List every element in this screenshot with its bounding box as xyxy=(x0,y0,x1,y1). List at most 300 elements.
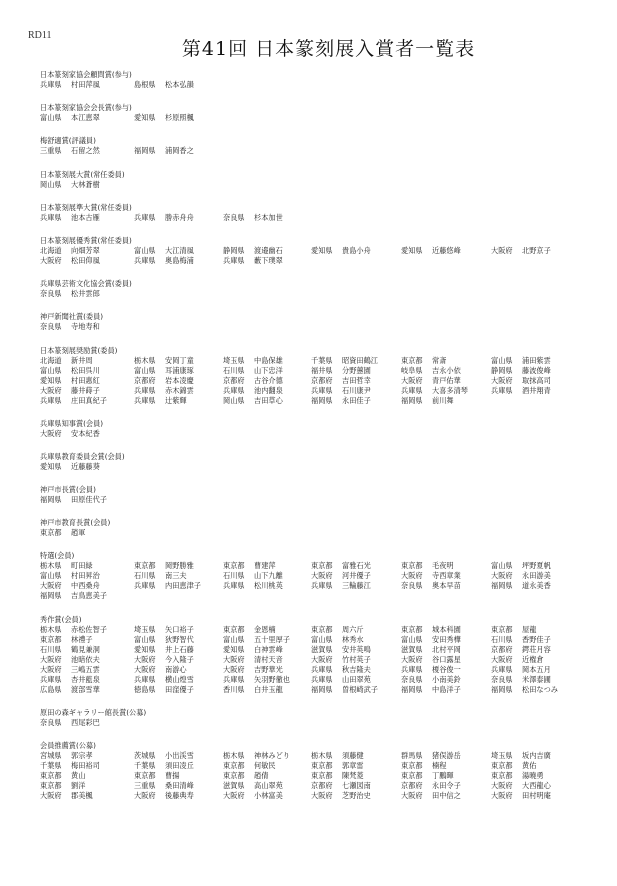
winner-name: 横山煌雪 xyxy=(165,674,194,684)
winner-name: 村田惠紅 xyxy=(71,375,100,385)
winner-entry xyxy=(401,655,461,665)
award-heading: 日本篆刻展奨励賞(委員) xyxy=(40,345,118,355)
prefecture: 栃木県 xyxy=(134,355,156,365)
prefecture: 京都府 xyxy=(401,781,423,790)
winner-entry xyxy=(311,571,371,581)
winner-name: 猪俣游岳 xyxy=(432,751,461,760)
winner-entry xyxy=(223,685,283,695)
prefecture: 兵庫県 xyxy=(134,581,156,591)
prefecture: 石川県 xyxy=(491,634,513,644)
winner-name: 須田凌丘 xyxy=(165,761,194,770)
prefecture: 石川県 xyxy=(223,365,245,375)
winner-row xyxy=(40,366,580,376)
award-heading: 日本篆刻展大賞(常任委員) xyxy=(40,169,125,179)
winner-entry xyxy=(40,655,100,665)
winner-name: 湯曉勇 xyxy=(522,771,544,780)
winner-row xyxy=(40,495,580,505)
prefecture: 東京都 xyxy=(401,624,423,634)
winner-row xyxy=(40,771,580,781)
prefecture: 奈良県 xyxy=(40,717,62,727)
prefecture: 東京都 xyxy=(311,624,333,634)
prefecture: 東京都 xyxy=(401,761,423,770)
prefecture: 大阪府 xyxy=(40,654,62,664)
prefecture: 大阪府 xyxy=(491,791,513,800)
winner-name: 楠程 xyxy=(432,761,447,770)
winner-entry xyxy=(223,665,283,675)
winner-entry xyxy=(311,751,364,761)
winner-entry xyxy=(134,80,194,90)
winner-name: 藤波俊峰 xyxy=(522,365,551,375)
award-heading: 兵庫県教育委員会賞(会員) xyxy=(40,451,125,461)
prefecture: 大阪府 xyxy=(491,654,513,664)
winner-name: 藪下璞翠 xyxy=(254,255,283,265)
winner-entry xyxy=(40,180,100,190)
page-title: 第41回 日本篆刻展入賞者一覧表 xyxy=(181,38,476,60)
winner-name: 高山翠苑 xyxy=(254,781,283,790)
award-section xyxy=(40,485,580,505)
winner-name: 池暗依夫 xyxy=(71,654,100,664)
winner-entry xyxy=(401,376,461,386)
winner-name: 山田翠苑 xyxy=(342,674,371,684)
winner-entry xyxy=(223,761,276,771)
winner-entry xyxy=(134,685,194,695)
winner-entry xyxy=(491,791,551,801)
winner-name: 内田恵津子 xyxy=(165,581,201,591)
winner-entry xyxy=(311,645,371,655)
award-heading: 神戸新聞社賞(委員) xyxy=(40,312,104,322)
winner-entry xyxy=(40,429,100,439)
winner-name: 小出渓雪 xyxy=(165,751,194,760)
winner-name: 小林富美 xyxy=(254,791,283,800)
prefecture: 大阪府 xyxy=(40,664,62,674)
winner-row xyxy=(40,213,580,223)
winner-name: 谷口露星 xyxy=(432,654,461,664)
winner-entry xyxy=(134,625,194,635)
prefecture: 福岡県 xyxy=(401,684,423,694)
prefecture: 岡山県 xyxy=(40,179,62,189)
winner-entry xyxy=(40,376,100,386)
winner-entry xyxy=(311,386,371,396)
winner-row xyxy=(40,591,580,601)
winner-entry xyxy=(311,771,364,781)
prefecture: 富山県 xyxy=(40,113,62,123)
winner-entry xyxy=(311,246,371,256)
award-heading: 特選(会員) xyxy=(40,551,75,561)
winner-name: 田村明庵 xyxy=(522,791,551,800)
prefecture: 北海道 xyxy=(40,355,62,365)
winner-name: 鶴見兼洞 xyxy=(71,644,100,654)
winner-name: 秋吉隆夫 xyxy=(342,664,371,674)
winner-entry xyxy=(40,462,100,472)
winner-entry xyxy=(223,751,290,761)
prefecture: 兵庫県 xyxy=(134,395,156,405)
prefecture: 兵庫県 xyxy=(491,664,513,674)
winner-entry xyxy=(40,761,100,771)
winner-entry xyxy=(311,561,371,571)
winner-name: 岡野勝雅 xyxy=(165,561,194,571)
prefecture: 兵庫県 xyxy=(134,212,156,222)
award-heading: 日本篆刻展準大賞(常任委員) xyxy=(40,202,132,212)
prefecture: 大阪府 xyxy=(40,428,62,438)
winner-entry xyxy=(401,685,461,695)
winner-name: 清村天音 xyxy=(254,654,283,664)
prefecture: 富山県 xyxy=(223,634,245,644)
prefecture: 東京都 xyxy=(40,634,62,644)
prefecture: 福岡県 xyxy=(40,495,62,505)
winner-entry xyxy=(134,571,187,581)
prefecture: 富山県 xyxy=(134,365,156,375)
winner-name: 郭宗孝 xyxy=(71,751,93,760)
winner-entry xyxy=(491,665,551,675)
winner-name: 黄山 xyxy=(71,771,86,780)
winner-name: 南三夫 xyxy=(165,571,187,581)
winner-name: 林禮子 xyxy=(71,634,93,644)
prefecture: 京都府 xyxy=(311,781,333,790)
prefecture: 千葉県 xyxy=(40,761,62,770)
winner-entry xyxy=(134,655,194,665)
winner-row xyxy=(40,718,580,728)
winner-name: 今入隆子 xyxy=(165,654,194,664)
prefecture: 兵庫県 xyxy=(40,212,62,222)
winner-row xyxy=(40,635,580,645)
winner-entry xyxy=(223,571,283,581)
prefecture: 兵庫県 xyxy=(311,664,333,674)
prefecture: 東京都 xyxy=(491,761,513,770)
prefecture: 東京都 xyxy=(223,771,245,780)
prefecture: 兵庫県 xyxy=(223,255,245,265)
award-section xyxy=(40,170,580,190)
winner-entry xyxy=(40,213,100,223)
award-section xyxy=(40,136,580,156)
winner-name: 杉原照楓 xyxy=(165,113,194,123)
winner-name: 村田萍風 xyxy=(71,80,100,89)
winner-name: 松田呉川 xyxy=(71,365,100,375)
prefecture: 兵庫県 xyxy=(134,674,156,684)
winner-name: 分野蕙園 xyxy=(342,365,371,375)
winner-name: 杉本加世 xyxy=(254,212,283,222)
award-section xyxy=(40,346,580,406)
winner-name: 坂内吉廣 xyxy=(522,751,551,760)
winner-name: 近権倉 xyxy=(522,654,544,664)
prefecture: 兵庫県 xyxy=(223,674,245,684)
winner-name: 吉鳥恵美子 xyxy=(71,591,107,601)
winner-name: 須藤健 xyxy=(342,751,364,760)
prefecture: 兵庫県 xyxy=(401,664,423,674)
winner-name: 趙倩 xyxy=(254,771,269,780)
winner-entry xyxy=(40,528,85,538)
award-section xyxy=(40,312,580,332)
winner-name: 大喜多清琴 xyxy=(432,385,468,395)
winner-row xyxy=(40,665,580,675)
award-list xyxy=(40,70,580,814)
winner-name: 近藤悠峰 xyxy=(432,245,461,255)
winner-entry xyxy=(134,751,194,761)
winner-name: 古谷介德 xyxy=(254,375,283,385)
prefecture: 栃木県 xyxy=(223,751,245,760)
winner-entry xyxy=(401,665,461,675)
winner-row xyxy=(40,685,580,695)
winner-name: 郡美楓 xyxy=(71,791,93,800)
winner-name: 松田仰風 xyxy=(71,255,100,265)
winner-row xyxy=(40,396,580,406)
award-section xyxy=(40,279,580,299)
winner-name: 何敏民 xyxy=(254,761,276,770)
prefecture: 大阪府 xyxy=(401,654,423,664)
winner-name: 金恩楠 xyxy=(254,624,276,634)
prefecture: 広島県 xyxy=(40,684,62,694)
winner-name: 北村平岡 xyxy=(432,644,461,654)
prefecture: 東京都 xyxy=(311,771,333,780)
winner-name: 城本科園 xyxy=(432,624,461,634)
winner-name: 丁鵬暉 xyxy=(432,771,454,780)
winner-entry xyxy=(134,781,194,791)
winner-entry xyxy=(40,635,93,645)
winner-entry xyxy=(40,366,100,376)
prefecture: 茨城県 xyxy=(134,751,156,760)
winner-name: 赤木錦雲 xyxy=(165,385,194,395)
winner-entry xyxy=(223,635,290,645)
prefecture: 埼玉県 xyxy=(134,624,156,634)
winner-row xyxy=(40,246,580,256)
winner-entry xyxy=(223,781,283,791)
winner-entry xyxy=(401,635,461,645)
winner-entry xyxy=(491,246,551,256)
winner-name: 河井優子 xyxy=(342,571,371,581)
winner-row xyxy=(40,429,580,439)
winner-name: 林秀水 xyxy=(342,634,364,644)
winner-row xyxy=(40,655,580,665)
winner-entry xyxy=(40,386,100,396)
award-heading: 神戸市長賞(会員) xyxy=(40,485,96,495)
winner-name: 松本弘韻 xyxy=(165,80,194,89)
prefecture: 福岡県 xyxy=(491,581,513,591)
winner-entry xyxy=(134,256,194,266)
prefecture: 兵庫県 xyxy=(491,385,513,395)
winner-name: 矢羽野徹也 xyxy=(254,674,290,684)
prefecture: 富山県 xyxy=(134,634,156,644)
winner-name: 矢口裕子 xyxy=(165,624,194,634)
winner-name: 吉永小依 xyxy=(432,365,461,375)
winner-entry xyxy=(134,761,194,771)
prefecture: 兵庫県 xyxy=(311,581,333,591)
winner-name: 黄佑 xyxy=(522,761,537,770)
prefecture: 大阪府 xyxy=(40,581,62,591)
winner-name: 岡本五月 xyxy=(522,664,551,674)
winner-name: 石川康尹 xyxy=(342,385,371,395)
award-heading: 兵庫県知事賞(会員) xyxy=(40,418,104,428)
award-heading: 日本篆刻展優秀賞(常任委員) xyxy=(40,235,132,245)
winner-entry xyxy=(223,366,283,376)
winner-entry xyxy=(491,761,536,771)
winner-entry xyxy=(40,246,100,256)
winner-name: 永田令子 xyxy=(432,781,461,790)
winner-entry xyxy=(40,645,100,655)
winner-row xyxy=(40,675,580,685)
winner-entry xyxy=(40,146,100,156)
prefecture: 愛知県 xyxy=(311,245,333,255)
winner-entry xyxy=(40,80,100,90)
winner-name: 曽根崎武子 xyxy=(342,684,378,694)
prefecture: 埼玉県 xyxy=(223,355,245,365)
winner-name: 桑田清峰 xyxy=(165,781,194,790)
winner-name: 芝野治史 xyxy=(342,791,371,800)
winner-row xyxy=(40,625,580,635)
winner-entry xyxy=(223,645,283,655)
winner-entry xyxy=(40,495,107,505)
winner-entry xyxy=(40,625,107,635)
winner-name: 劉洋 xyxy=(71,781,86,790)
winner-name: 榎谷俊一 xyxy=(432,664,461,674)
winner-entry xyxy=(40,751,93,761)
prefecture: 兵庫県 xyxy=(401,385,423,395)
winner-entry xyxy=(223,771,268,781)
prefecture: 東京都 xyxy=(40,528,62,538)
winner-row xyxy=(40,781,580,791)
winner-entry xyxy=(134,356,194,366)
prefecture: 兵庫県 xyxy=(134,385,156,395)
winner-entry xyxy=(134,396,187,406)
winner-entry xyxy=(491,571,551,581)
prefecture: 兵庫県 xyxy=(40,674,62,684)
winner-name: 奥本早苗 xyxy=(432,581,461,591)
winner-entry xyxy=(223,213,283,223)
winner-name: 勝赤舟舟 xyxy=(165,212,194,222)
winner-name: 前川舞 xyxy=(432,395,454,405)
prefecture: 大阪府 xyxy=(311,571,333,581)
winner-row xyxy=(40,462,580,472)
winner-entry xyxy=(491,581,551,591)
winner-entry xyxy=(134,791,194,801)
winner-row xyxy=(40,376,580,386)
prefecture: 奈良県 xyxy=(40,289,62,299)
prefecture: 京都府 xyxy=(134,375,156,385)
winner-name: 町田緑 xyxy=(71,561,93,571)
winner-entry xyxy=(401,561,454,571)
winner-name: 中島保雄 xyxy=(254,355,283,365)
prefecture: 兵庫県 xyxy=(40,80,62,89)
winner-entry xyxy=(40,256,100,266)
winner-entry xyxy=(491,356,551,366)
winner-entry xyxy=(401,356,446,366)
winner-name: 南游心 xyxy=(165,664,187,674)
winner-name: 大西龍心 xyxy=(522,781,551,790)
winner-row xyxy=(40,180,580,190)
prefecture: 大阪府 xyxy=(40,255,62,265)
winner-row xyxy=(40,761,580,771)
winner-name: 松井雲郎 xyxy=(71,289,100,299)
winner-entry xyxy=(401,675,461,685)
winner-name: 赤松佐智子 xyxy=(71,624,107,634)
award-heading: 兵庫県芸術文化協会賞(委員) xyxy=(40,279,132,289)
winner-row xyxy=(40,386,580,396)
prefecture: 奈良県 xyxy=(491,674,513,684)
winner-entry xyxy=(134,561,194,571)
winner-entry xyxy=(134,771,179,781)
winner-entry xyxy=(311,625,364,635)
award-section xyxy=(40,551,580,601)
winner-name: 吉田哲幸 xyxy=(342,375,371,385)
winner-name: 七瀬図南 xyxy=(342,781,371,790)
award-section xyxy=(40,741,580,801)
winner-name: 浦岡香之 xyxy=(165,146,194,156)
prefecture: 愛知県 xyxy=(134,644,156,654)
winner-entry xyxy=(401,366,461,376)
prefecture: 東京都 xyxy=(491,624,513,634)
winner-entry xyxy=(134,645,194,655)
winner-entry xyxy=(40,113,100,123)
prefecture: 兵庫県 xyxy=(40,395,62,405)
winner-name: 白井玉龍 xyxy=(254,684,283,694)
winner-entry xyxy=(401,771,454,781)
winner-name: 向畑芳翠 xyxy=(71,245,100,255)
winner-entry xyxy=(40,781,85,791)
winner-name: 小南美鈴 xyxy=(432,674,461,684)
prefecture: 大阪府 xyxy=(311,654,333,664)
prefecture: 徳島県 xyxy=(134,684,156,694)
winner-entry xyxy=(311,366,371,376)
winner-name: 曹建萍 xyxy=(254,561,276,571)
prefecture: 大阪府 xyxy=(491,571,513,581)
prefecture: 東京都 xyxy=(134,771,156,780)
winner-entry xyxy=(223,396,283,406)
winner-entry xyxy=(491,675,551,685)
winner-entry xyxy=(134,665,187,675)
winner-entry xyxy=(311,781,371,791)
prefecture: 福岡県 xyxy=(491,684,513,694)
prefecture: 愛知県 xyxy=(223,644,245,654)
winner-entry xyxy=(401,645,461,655)
prefecture: 兵庫県 xyxy=(223,385,245,395)
prefecture: 奈良県 xyxy=(401,674,423,684)
winner-row xyxy=(40,561,580,571)
winner-entry xyxy=(134,376,194,386)
winner-name: 貴島小舟 xyxy=(342,245,371,255)
winner-name: 大江清風 xyxy=(165,245,194,255)
winner-entry xyxy=(40,675,100,685)
winner-name: 中西桑舟 xyxy=(71,581,100,591)
winner-name: 白神雲峰 xyxy=(254,644,283,654)
winner-name: 奥島梅浦 xyxy=(165,255,194,265)
winner-name: 山下九離 xyxy=(254,571,283,581)
winner-entry xyxy=(311,376,371,386)
winner-name: 常斎 xyxy=(432,355,447,365)
winner-name: 吉田草心 xyxy=(254,395,283,405)
winner-entry xyxy=(491,685,558,695)
winner-name: 山下忠洋 xyxy=(254,365,283,375)
prefecture: 兵庫県 xyxy=(311,674,333,684)
winner-name: 狄野智代 xyxy=(165,634,194,644)
prefecture: 静岡県 xyxy=(223,245,245,255)
award-heading: 日本篆刻家協会顧問賞(参与) xyxy=(40,70,132,79)
winner-name: 安岡丁童 xyxy=(165,355,194,365)
winner-name: 吉野華光 xyxy=(254,664,283,674)
winner-entry xyxy=(401,791,461,801)
prefecture: 京都府 xyxy=(311,375,333,385)
prefecture: 栃木県 xyxy=(311,751,333,760)
winner-entry xyxy=(401,396,454,406)
prefecture: 滋賀県 xyxy=(223,781,245,790)
winner-name: 趙軍 xyxy=(71,528,86,538)
winner-name: 郭章雷 xyxy=(342,761,364,770)
winner-name: 池本古雁 xyxy=(71,212,100,222)
prefecture: 東京都 xyxy=(223,624,245,634)
award-section xyxy=(40,236,580,266)
winner-name: 松川桃英 xyxy=(254,581,283,591)
prefecture: 栃木県 xyxy=(40,561,62,571)
prefecture: 大阪府 xyxy=(134,791,156,800)
winner-entry xyxy=(223,376,283,386)
winner-entry xyxy=(134,246,194,256)
